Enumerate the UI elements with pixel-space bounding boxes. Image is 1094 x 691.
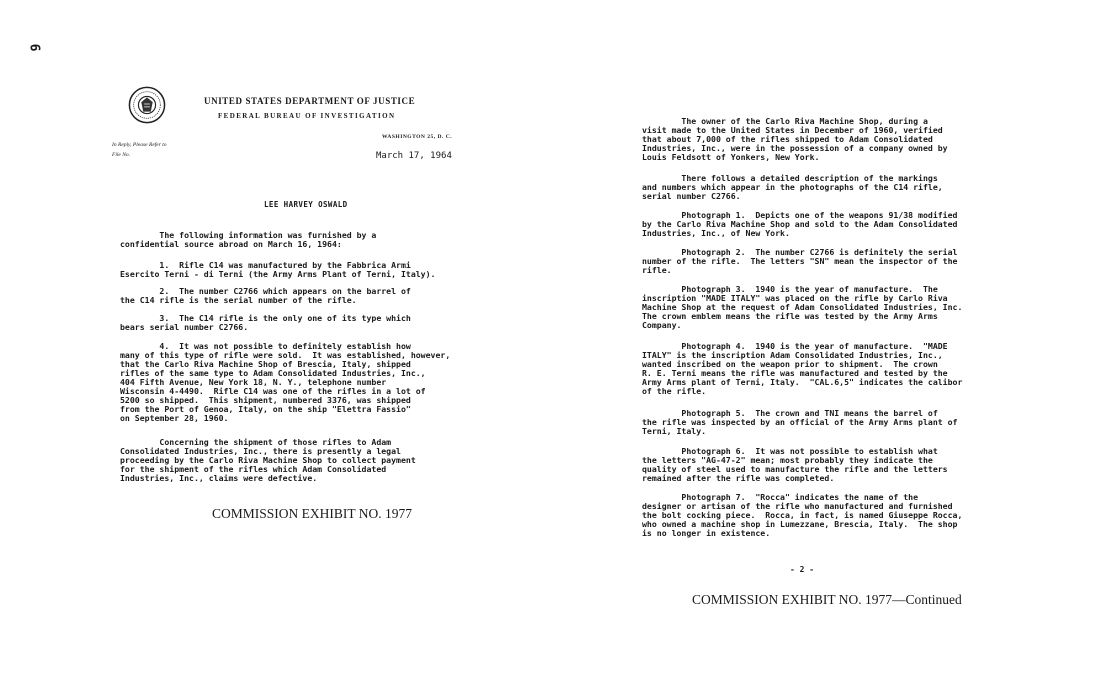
fbi-seal-icon [128,86,166,124]
exhibit-caption-continued: COMMISSION EXHIBIT NO. 1977—Continued [692,592,962,607]
right-paragraph: There follows a detailed description of the markings and numbers which appear in the photographs of the C14 rifle, serial number C2766. [642,173,943,201]
right-paragraph: Photograph 7. "Rocca" indicates the name of the designer or artisan of the rifle who manufactured and furnished the bolt cocking piece. Rocca, in fact, is named Giuseppe Rocca, who owned a machine shop in Lumezzane, Brescia, Italy. The shop is no longer in existence. [642,492,963,538]
reply-reference [112,140,167,160]
right-paragraph: Photograph 5. The crown and TNI means the barrel of the rifle was inspected by an official of the Army Arms plant of Terni, Italy. [642,408,958,436]
right-paragraph: Photograph 6. It was not possible to establish what the letters "AG-47-2" mean; most probably they indicate the quality of steel used to manufacture the rifle and the letters remained after the rifle was completed. [642,446,948,483]
exhibit-caption: COMMISSION EXHIBIT NO. 1977 [212,506,413,521]
left-paragraph: 4. It was not possible to definitely establish how many of this type of rifle were sold. It was established, however, that the Carlo Riva Machine Shop of Brescia, Italy, shipped rifles of the same type to Adam Consolidated Industries, Inc., 404 Fifth Avenue, New York 18, N. Y., telephone number Wisconsin 4-4490. Rifle C14 was one of the rifles in a lot of 5200 so shipped. This shipment, numbered 3376, was shipped from the Port of Genoa, Italy, on the ship "Elettra Fassio" on September 28, 1960. [120,341,451,423]
left-paragraph: 1. Rifle C14 was manufactured by the Fabbrica Armi Esercito Terni - di Terni (the Army Arms Plant of Terni, Italy). [120,260,436,279]
right-paragraph: Photograph 3. 1940 is the year of manufacture. The inscription "MADE ITALY" was placed on the rifle by Carlo Riva Machine Shop at the request of Adam Consolidated Industries, Inc. The crown emblem means the rifle was tested by the Army Arms Company. [642,284,963,330]
right-paragraph: Photograph 2. The number C2766 is definitely the serial number of the rifle. The letters "SN" mean the inspector of the rifle. [642,247,958,275]
file-line: File No. [112,152,131,158]
page-number: - 2 - [790,565,815,574]
letter-date: March 17, 1964 [376,151,452,161]
right-paragraph: Photograph 1. Depicts one of the weapons 91/38 modified by the Carlo Riva Machine Shop and sold to the Adam Consolidated Industries, Inc., of New York. [642,210,958,238]
left-paragraph: 3. The C14 rifle is the only one of its type which bears serial number C2766. [120,313,411,332]
right-paragraph: Photograph 4. 1940 is the year of manufacture. "MADE ITALY" is the inscription Adam Consolidated Industries, Inc., wanted inscribed on the weapon prior to shipment. The crown R. E. Terni means the rifle was manufactured and tested by the Army Arms plant of Terni, Italy. "CAL.6,5" indicates the calibor of the rifle. [642,341,963,396]
subject-heading: LEE HARVEY OSWALD [264,200,348,209]
left-paragraph: 2. The number C2766 which appears on the barrel of the C14 rifle is the serial number of the rifle. [120,286,411,305]
left-paragraph: Concerning the shipment of those rifles to Adam Consolidated Industries, Inc., there is presently a legal proceeding by the Carlo Riva Machine Shop to collect payment for the shipment of the rifles which Adam Consolidated Industries, Inc., claims were defective. [120,437,416,483]
left-paragraph: The following information was furnished by a confidential source abroad on March 16, 1964: [120,230,377,249]
right-paragraph: The owner of the Carlo Riva Machine Shop, during a visit made to the United States in December of 1960, verified that about 7,000 of the rifles shipped to Adam Consolidated Industries, Inc., were in the possession of a company owned by Louis Feldsott of Yonkers, New York. [642,116,948,162]
margin-page-number: 6 [26,43,42,52]
reply-line: In Reply, Please Refer to [112,142,167,148]
letter-place: WASHINGTON 25, D. C. [382,134,453,140]
bureau-name: FEDERAL BUREAU OF INVESTIGATION [218,112,396,120]
department-name: UNITED STATES DEPARTMENT OF JUSTICE [204,96,416,106]
